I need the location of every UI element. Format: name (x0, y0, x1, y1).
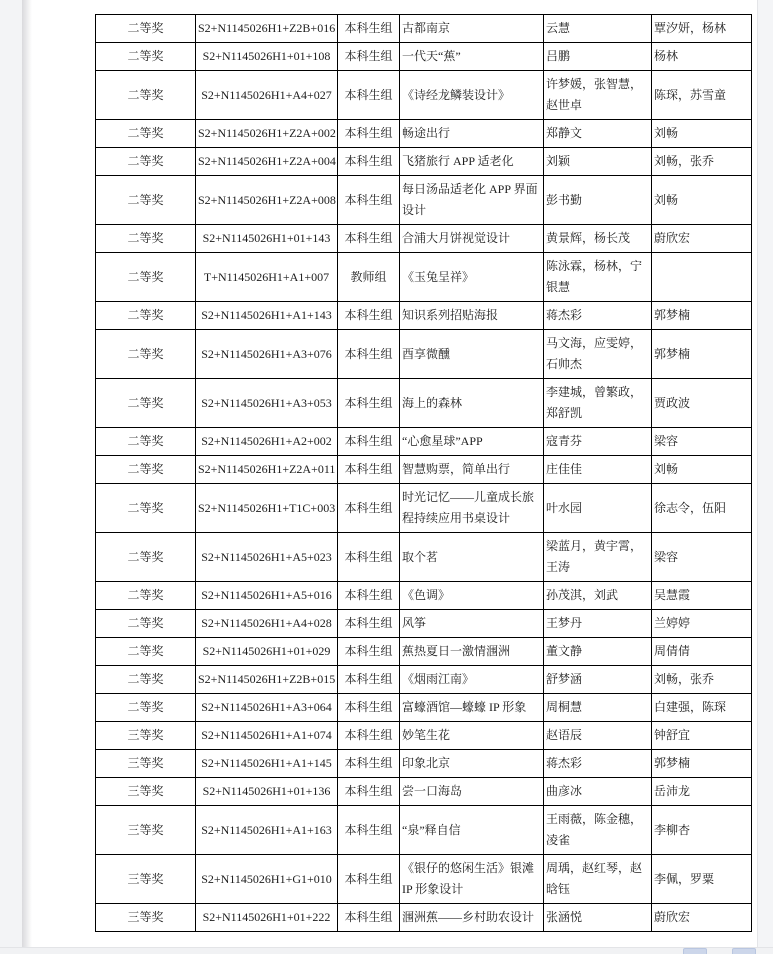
title-cell: 《色调》 (400, 582, 544, 610)
page-shadow (22, 0, 32, 954)
advisors-cell: 刘畅 (652, 456, 752, 484)
group-cell: 本科生组 (338, 43, 400, 71)
title-cell: 涠洲蕉——乡村助农设计 (400, 904, 544, 932)
code-cell: S2+N1145026H1+A4+028 (196, 610, 338, 638)
app-background-left (0, 0, 22, 954)
authors-cell: 李建城，曾繁政，郑舒凯 (544, 379, 652, 428)
group-cell: 本科生组 (338, 855, 400, 904)
code-cell: S2+N1145026H1+Z2A+004 (196, 148, 338, 176)
code-cell: S2+N1145026H1+A1+145 (196, 750, 338, 778)
group-cell: 本科生组 (338, 379, 400, 428)
title-cell: 印象北京 (400, 750, 544, 778)
title-cell: 酉享微醺 (400, 330, 544, 379)
group-cell: 本科生组 (338, 778, 400, 806)
status-bar-button-right[interactable] (732, 948, 756, 954)
title-cell: 《玉兔呈祥》 (400, 253, 544, 302)
group-cell: 本科生组 (338, 176, 400, 225)
title-cell: 智慧购票，简单出行 (400, 456, 544, 484)
table-row (96, 253, 752, 302)
authors-cell: 陈泳霖，杨林，宁银慧 (544, 253, 652, 302)
advisors-cell: 贾政波 (652, 379, 752, 428)
authors-cell: 庄佳佳 (544, 456, 652, 484)
code-cell: S2+N1145026H1+Z2B+015 (196, 666, 338, 694)
code-cell: S2+N1145026H1+01+136 (196, 778, 338, 806)
authors-cell: 周桐慧 (544, 694, 652, 722)
group-cell: 本科生组 (338, 302, 400, 330)
group-cell: 本科生组 (338, 806, 400, 855)
app-background-right (757, 0, 773, 954)
advisors-cell: 周倩倩 (652, 638, 752, 666)
authors-cell: 蒋杰彩 (544, 302, 652, 330)
title-cell: 一代天“蕉” (400, 43, 544, 71)
table-row (96, 428, 752, 456)
title-cell: 飞猪旅行 APP 适老化 (400, 148, 544, 176)
award-cell: 二等奖 (96, 302, 196, 330)
authors-cell: 彭书勤 (544, 176, 652, 225)
advisors-cell: 兰婷婷 (652, 610, 752, 638)
award-cell: 二等奖 (96, 666, 196, 694)
code-cell: S2+N1145026H1+A3+053 (196, 379, 338, 428)
award-cell: 二等奖 (96, 484, 196, 533)
award-cell: 二等奖 (96, 330, 196, 379)
table-row (96, 456, 752, 484)
group-cell: 本科生组 (338, 722, 400, 750)
code-cell: S2+N1145026H1+01+143 (196, 225, 338, 253)
title-cell: 蕉热夏日一激情涠洲 (400, 638, 544, 666)
authors-cell: 刘颖 (544, 148, 652, 176)
table-row (96, 533, 752, 582)
award-cell: 二等奖 (96, 379, 196, 428)
authors-cell: 马文海，应雯婷，石帅杰 (544, 330, 652, 379)
table-row (96, 806, 752, 855)
award-cell: 二等奖 (96, 148, 196, 176)
code-cell: S2+N1145026H1+Z2A+008 (196, 176, 338, 225)
code-cell: S2+N1145026H1+A1+074 (196, 722, 338, 750)
authors-cell: 吕鹏 (544, 43, 652, 71)
award-cell: 二等奖 (96, 694, 196, 722)
awards-table (95, 14, 752, 932)
table-row (96, 638, 752, 666)
title-cell: 《烟雨江南》 (400, 666, 544, 694)
title-cell: 每日汤品适老化 APP 界面设计 (400, 176, 544, 225)
group-cell: 本科生组 (338, 694, 400, 722)
award-cell: 二等奖 (96, 176, 196, 225)
authors-cell: 寇青芬 (544, 428, 652, 456)
table-row (96, 330, 752, 379)
award-cell: 三等奖 (96, 855, 196, 904)
authors-cell: 周瑀，赵红琴，赵晗钰 (544, 855, 652, 904)
award-cell: 二等奖 (96, 225, 196, 253)
authors-cell: 张涵悦 (544, 904, 652, 932)
table-row (96, 750, 752, 778)
award-cell: 二等奖 (96, 120, 196, 148)
award-cell: 二等奖 (96, 456, 196, 484)
authors-cell: 云慧 (544, 15, 652, 43)
title-cell: 妙笔生花 (400, 722, 544, 750)
title-cell: 畅途出行 (400, 120, 544, 148)
title-cell: 时光记忆——儿童成长旅程持续应用书桌设计 (400, 484, 544, 533)
code-cell: S2+N1145026H1+A5+016 (196, 582, 338, 610)
table-row (96, 43, 752, 71)
table-row (96, 120, 752, 148)
table-row (96, 582, 752, 610)
code-cell: S2+N1145026H1+A1+163 (196, 806, 338, 855)
group-cell: 本科生组 (338, 904, 400, 932)
table-row (96, 15, 752, 43)
code-cell: S2+N1145026H1+A1+143 (196, 302, 338, 330)
table-row (96, 379, 752, 428)
table-row (96, 610, 752, 638)
code-cell: S2+N1145026H1+A5+023 (196, 533, 338, 582)
award-cell: 三等奖 (96, 750, 196, 778)
advisors-cell: 李佩，罗粟 (652, 855, 752, 904)
group-cell: 本科生组 (338, 638, 400, 666)
code-cell: S2+N1145026H1+G1+010 (196, 855, 338, 904)
authors-cell: 赵语辰 (544, 722, 652, 750)
title-cell: “泉”释自信 (400, 806, 544, 855)
group-cell: 本科生组 (338, 666, 400, 694)
title-cell: 尝一口海岛 (400, 778, 544, 806)
authors-cell: 蒋杰彩 (544, 750, 652, 778)
group-cell: 本科生组 (338, 225, 400, 253)
authors-cell: 梁蓝月，黄宇霄，王涛 (544, 533, 652, 582)
award-cell: 二等奖 (96, 71, 196, 120)
advisors-cell: 覃汐妍，杨林 (652, 15, 752, 43)
advisors-cell: 陈琛，苏雪童 (652, 71, 752, 120)
authors-cell: 孙茂淇，刘武 (544, 582, 652, 610)
code-cell: S2+N1145026H1+01+222 (196, 904, 338, 932)
award-cell: 二等奖 (96, 43, 196, 71)
code-cell: S2+N1145026H1+A3+064 (196, 694, 338, 722)
advisors-cell: 蔚欣宏 (652, 225, 752, 253)
group-cell: 教师组 (338, 253, 400, 302)
authors-cell: 叶水园 (544, 484, 652, 533)
title-cell: 海上的森林 (400, 379, 544, 428)
advisors-cell: 岳沛龙 (652, 778, 752, 806)
advisors-cell: 刘畅 (652, 120, 752, 148)
advisors-cell: 刘畅，张乔 (652, 666, 752, 694)
code-cell: T+N1145026H1+A1+007 (196, 253, 338, 302)
title-cell: 风筝 (400, 610, 544, 638)
award-cell: 二等奖 (96, 15, 196, 43)
group-cell: 本科生组 (338, 120, 400, 148)
award-cell: 二等奖 (96, 428, 196, 456)
table-row (96, 666, 752, 694)
group-cell: 本科生组 (338, 330, 400, 379)
group-cell: 本科生组 (338, 456, 400, 484)
group-cell: 本科生组 (338, 15, 400, 43)
code-cell: S2+N1145026H1+T1C+003 (196, 484, 338, 533)
group-cell: 本科生组 (338, 750, 400, 778)
award-cell: 二等奖 (96, 582, 196, 610)
code-cell: S2+N1145026H1+A3+076 (196, 330, 338, 379)
award-cell: 二等奖 (96, 253, 196, 302)
advisors-cell: 梁容 (652, 533, 752, 582)
advisors-cell: 郭梦楠 (652, 302, 752, 330)
code-cell: S2+N1145026H1+Z2A+011 (196, 456, 338, 484)
group-cell: 本科生组 (338, 148, 400, 176)
advisors-cell: 刘畅，张乔 (652, 148, 752, 176)
title-cell: 合浦大月饼视觉设计 (400, 225, 544, 253)
group-cell: 本科生组 (338, 533, 400, 582)
award-cell: 二等奖 (96, 610, 196, 638)
table-row (96, 225, 752, 253)
group-cell: 本科生组 (338, 582, 400, 610)
code-cell: S2+N1145026H1+01+108 (196, 43, 338, 71)
code-cell: S2+N1145026H1+Z2A+002 (196, 120, 338, 148)
advisors-cell: 钟舒宜 (652, 722, 752, 750)
award-cell: 二等奖 (96, 638, 196, 666)
title-cell: 古都南京 (400, 15, 544, 43)
advisors-cell: 刘畅 (652, 176, 752, 225)
title-cell: 富蠔酒馆—蠔蠔 IP 形象 (400, 694, 544, 722)
authors-cell: 王雨薇，陈金穗，凌雀 (544, 806, 652, 855)
table-row (96, 484, 752, 533)
award-cell: 二等奖 (96, 533, 196, 582)
table-row (96, 904, 752, 932)
group-cell: 本科生组 (338, 71, 400, 120)
title-cell: 《诗经龙鳞装设计》 (400, 71, 544, 120)
advisors-cell: 徐志令，伍阳 (652, 484, 752, 533)
advisors-cell: 蔚欣宏 (652, 904, 752, 932)
advisors-cell: 梁容 (652, 428, 752, 456)
advisors-cell: 白建强，陈琛 (652, 694, 752, 722)
advisors-cell: 李柳杏 (652, 806, 752, 855)
authors-cell: 黄景辉，杨长茂 (544, 225, 652, 253)
table-row (96, 302, 752, 330)
code-cell: S2+N1145026H1+Z2B+016 (196, 15, 338, 43)
title-cell: 知识系列招贴海报 (400, 302, 544, 330)
award-cell: 三等奖 (96, 904, 196, 932)
table-row (96, 778, 752, 806)
advisors-cell: 杨林 (652, 43, 752, 71)
table-row (96, 176, 752, 225)
authors-cell: 郑静文 (544, 120, 652, 148)
table-row (96, 855, 752, 904)
award-cell: 三等奖 (96, 722, 196, 750)
status-bar (0, 947, 773, 954)
table-row (96, 148, 752, 176)
status-bar-button-left[interactable] (683, 948, 707, 954)
group-cell: 本科生组 (338, 610, 400, 638)
advisors-cell: 郭梦楠 (652, 330, 752, 379)
award-cell: 三等奖 (96, 806, 196, 855)
group-cell: 本科生组 (338, 484, 400, 533)
authors-cell: 王梦丹 (544, 610, 652, 638)
table-row (96, 722, 752, 750)
code-cell: S2+N1145026H1+01+029 (196, 638, 338, 666)
authors-cell: 董文静 (544, 638, 652, 666)
award-cell: 三等奖 (96, 778, 196, 806)
title-cell: 《银仔的悠闲生活》银滩 IP 形象设计 (400, 855, 544, 904)
authors-cell: 曲彦冰 (544, 778, 652, 806)
code-cell: S2+N1145026H1+A4+027 (196, 71, 338, 120)
table-row (96, 71, 752, 120)
table-row (96, 694, 752, 722)
advisors-cell (652, 253, 752, 302)
title-cell: 取个茗 (400, 533, 544, 582)
authors-cell: 舒梦涵 (544, 666, 652, 694)
group-cell: 本科生组 (338, 428, 400, 456)
code-cell: S2+N1145026H1+A2+002 (196, 428, 338, 456)
authors-cell: 许梦媛，张智慧，赵世卓 (544, 71, 652, 120)
title-cell: “心愈星球”APP (400, 428, 544, 456)
advisors-cell: 郭梦楠 (652, 750, 752, 778)
advisors-cell: 吴慧霞 (652, 582, 752, 610)
